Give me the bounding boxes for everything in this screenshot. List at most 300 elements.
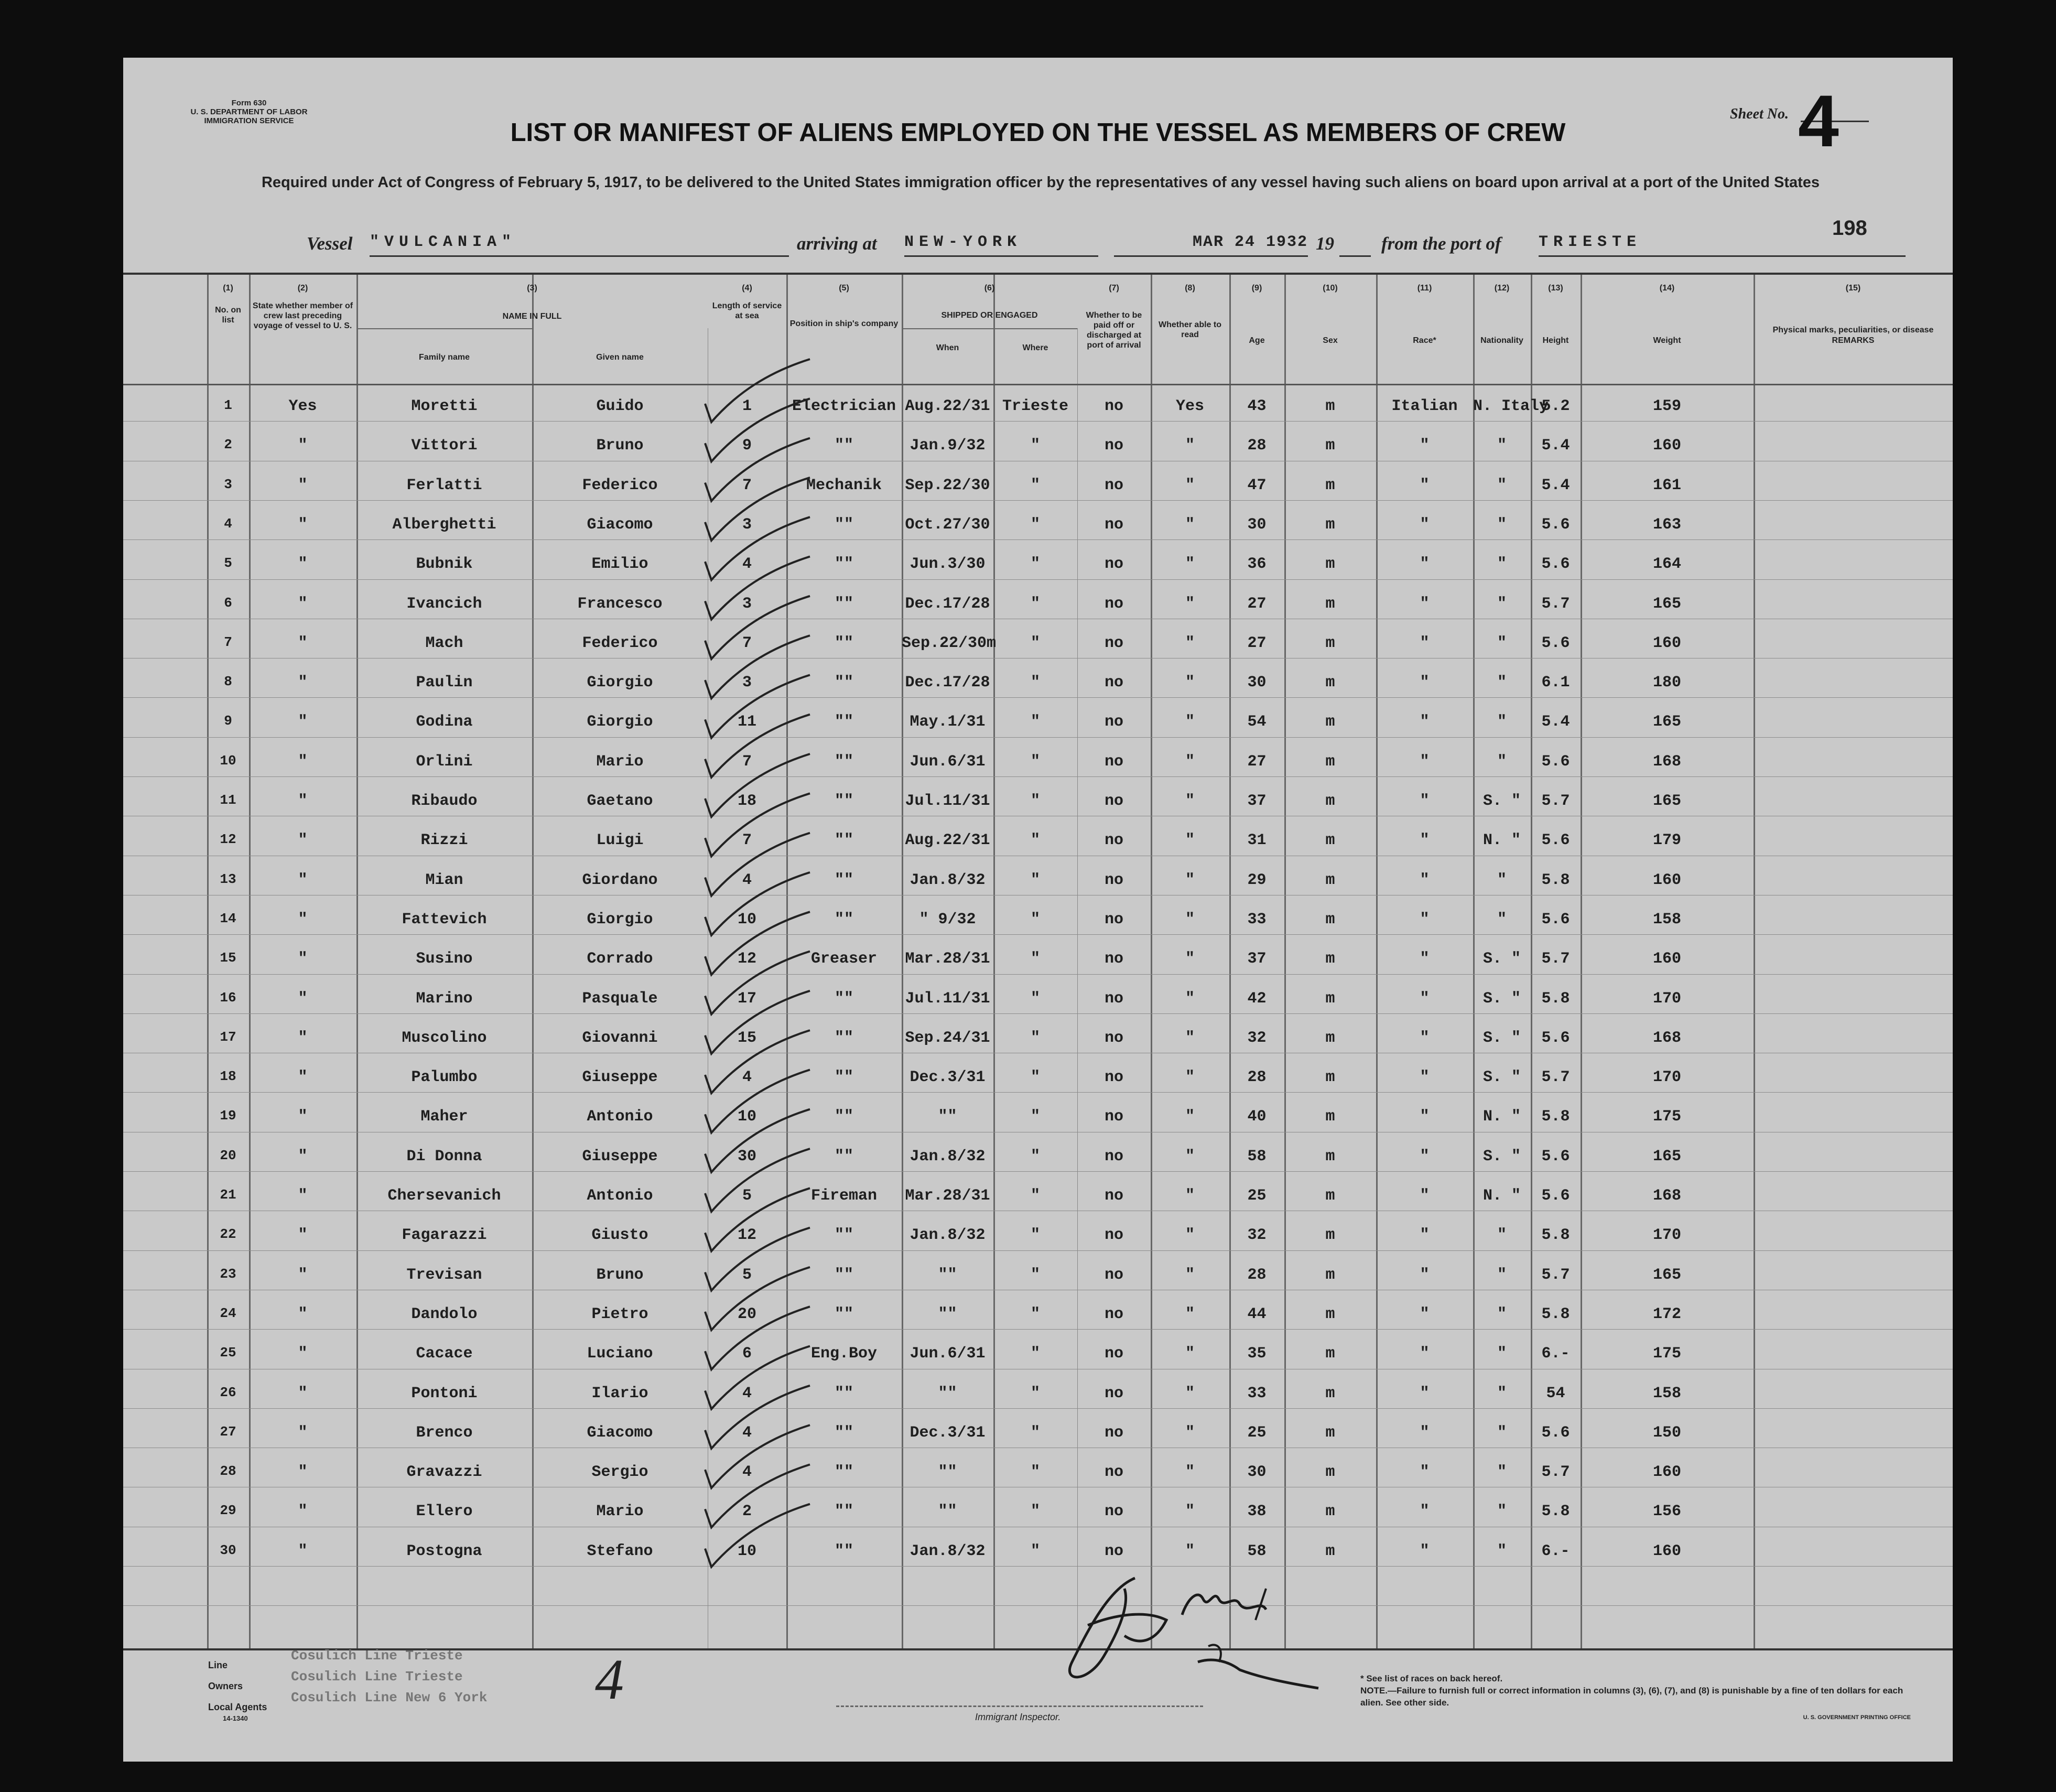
crew-previous: " <box>298 1147 308 1165</box>
given-name: Pietro <box>591 1305 648 1323</box>
engaged-when: Jan.8/32 <box>910 1226 986 1245</box>
family-name: Trevisan <box>406 1266 482 1284</box>
able-to-read: " <box>1185 989 1195 1008</box>
height: 5.8 <box>1541 1503 1570 1521</box>
row-rule <box>123 1250 1953 1251</box>
engaged-where: " <box>1030 1266 1040 1284</box>
engaged-when: Jun.3/30 <box>910 555 986 574</box>
ship-position: "" <box>834 871 853 889</box>
line-label: Line <box>208 1660 228 1670</box>
height: 5.6 <box>1541 634 1570 652</box>
service-length: 4 <box>742 1384 752 1402</box>
family-name: Ellero <box>416 1503 473 1521</box>
engaged-when: Aug.22/31 <box>905 397 990 415</box>
given-name: Giorgio <box>587 713 653 731</box>
service-length: 4 <box>742 1463 752 1482</box>
row-number: 15 <box>220 950 236 966</box>
weight: 165 <box>1652 1266 1681 1284</box>
row-number: 29 <box>220 1503 236 1519</box>
page-subtitle: Required under Act of Congress of February 5, 1917, to be delivered to the United States immigration officer by the representatives of any vessel having such aliens on board upon arrival at a port of the United States <box>261 174 1820 191</box>
height: 5.6 <box>1541 1187 1570 1205</box>
row-number: 24 <box>220 1305 236 1321</box>
line-value: Cosulich Line Trieste <box>291 1648 463 1664</box>
ship-position: "" <box>834 1108 853 1126</box>
weight: 160 <box>1652 634 1681 652</box>
row-number: 11 <box>220 792 236 808</box>
ship-position: Greaser <box>810 950 878 968</box>
race: " <box>1420 1503 1430 1521</box>
ship-position: "" <box>834 595 853 613</box>
nationality: " <box>1497 476 1507 494</box>
paid-off: no <box>1104 1305 1123 1323</box>
engaged-when: Jun.6/31 <box>910 1345 986 1363</box>
given-name: Bruno <box>596 1266 644 1284</box>
nationality: " <box>1497 1345 1507 1363</box>
engaged-when: "" <box>938 1384 957 1402</box>
race: " <box>1420 910 1430 929</box>
header-rule <box>123 384 1953 385</box>
race: " <box>1420 1266 1430 1284</box>
engaged-where: " <box>1030 634 1040 652</box>
able-to-read: " <box>1185 1463 1195 1482</box>
nationality: " <box>1497 1423 1507 1442</box>
column-number: (8) <box>1185 284 1195 293</box>
family-name: Cacace <box>416 1345 473 1363</box>
nationality: " <box>1497 555 1507 574</box>
col-header-weight: Weight <box>1653 336 1681 345</box>
race: " <box>1420 515 1430 534</box>
engaged-when: Jun.6/31 <box>910 752 986 771</box>
crew-previous: " <box>298 1345 308 1363</box>
col-header-where: Where <box>1022 343 1048 352</box>
weight: 175 <box>1652 1345 1681 1363</box>
family-name: Gravazzi <box>406 1463 482 1482</box>
row-number: 28 <box>220 1463 236 1480</box>
family-name: Paulin <box>416 674 473 692</box>
sex: m <box>1325 752 1335 771</box>
weight: 150 <box>1652 1423 1681 1442</box>
given-name: Mario <box>596 752 644 771</box>
crew-previous: " <box>298 832 308 850</box>
nationality: " <box>1497 1542 1507 1560</box>
family-name: Fattevich <box>402 910 487 929</box>
able-to-read: " <box>1185 792 1195 810</box>
engaged-where: " <box>1030 792 1040 810</box>
engaged-where: " <box>1030 437 1040 455</box>
weight: 161 <box>1652 476 1681 494</box>
inspector-signature <box>1041 1557 1334 1699</box>
ship-position: Electrician <box>792 397 896 415</box>
weight: 158 <box>1652 1384 1681 1402</box>
col-header-crew: State whether member of crew last preceding voyage of vessel to U. S. <box>252 301 353 330</box>
nationality: S. " <box>1483 1029 1521 1047</box>
service-length: 10 <box>737 1108 756 1126</box>
sex: m <box>1325 1542 1335 1560</box>
nationality: " <box>1497 1266 1507 1284</box>
weight: 159 <box>1652 397 1681 415</box>
column-number: (1) <box>223 284 233 293</box>
height: 6.- <box>1541 1345 1570 1363</box>
age: 31 <box>1247 832 1267 850</box>
age: 33 <box>1247 910 1267 929</box>
paid-off: no <box>1104 1423 1123 1442</box>
service-length: 4 <box>742 1423 752 1442</box>
nationality: S. " <box>1483 950 1521 968</box>
race: " <box>1420 476 1430 494</box>
crew-previous: " <box>298 910 308 929</box>
paid-off: no <box>1104 437 1123 455</box>
race: " <box>1420 871 1430 889</box>
able-to-read: " <box>1185 1503 1195 1521</box>
ship-position: "" <box>834 1423 853 1442</box>
engaged-when: Jan.8/32 <box>910 1542 986 1560</box>
age: 35 <box>1247 1345 1267 1363</box>
crew-previous: " <box>298 515 308 534</box>
weight: 160 <box>1652 1463 1681 1482</box>
local-agents-label: Local Agents <box>208 1702 267 1712</box>
height: 5.8 <box>1541 1226 1570 1245</box>
service-name: IMMIGRATION SERVICE <box>204 116 294 125</box>
column-number: (11) <box>1417 284 1432 293</box>
service-length: 4 <box>742 1068 752 1087</box>
weight: 164 <box>1652 555 1681 574</box>
given-name: Giacomo <box>587 515 653 534</box>
row-rule <box>123 934 1953 935</box>
given-name: Luigi <box>596 832 644 850</box>
race: " <box>1420 1147 1430 1165</box>
age: 27 <box>1247 595 1267 613</box>
nationality: " <box>1497 674 1507 692</box>
height: 5.6 <box>1541 1147 1570 1165</box>
handwritten-sheet-mark: 4 <box>595 1647 624 1711</box>
paid-off: no <box>1104 910 1123 929</box>
row-number: 4 <box>224 515 232 532</box>
service-length: 7 <box>742 752 752 771</box>
height: 5.6 <box>1541 910 1570 929</box>
service-length: 6 <box>742 1345 752 1363</box>
race-footnote: * See list of races on back hereof. <box>1360 1674 1503 1683</box>
column-number: (4) <box>742 284 752 293</box>
row-number: 5 <box>224 555 232 571</box>
age: 28 <box>1247 1266 1267 1284</box>
paid-off: no <box>1104 989 1123 1008</box>
engaged-where: " <box>1030 1384 1040 1402</box>
able-to-read: " <box>1185 515 1195 534</box>
crew-previous: " <box>298 1542 308 1560</box>
service-length: 15 <box>737 1029 756 1047</box>
row-rule <box>123 697 1953 698</box>
weight: 160 <box>1652 871 1681 889</box>
row-rule <box>123 500 1953 501</box>
paid-off: no <box>1104 832 1123 850</box>
race: " <box>1420 713 1430 731</box>
weight: 165 <box>1652 1147 1681 1165</box>
year-line <box>1339 233 1371 257</box>
nationality: " <box>1497 1384 1507 1402</box>
age: 33 <box>1247 1384 1267 1402</box>
height: 5.4 <box>1541 713 1570 731</box>
ship-position: Fireman <box>810 1187 878 1205</box>
sex: m <box>1325 1463 1335 1482</box>
service-length: 30 <box>737 1147 756 1165</box>
nationality: " <box>1497 752 1507 771</box>
service-length: 7 <box>742 634 752 652</box>
ship-position: "" <box>834 989 853 1008</box>
ship-position: "" <box>834 634 853 652</box>
crew-previous: " <box>298 752 308 771</box>
sex: m <box>1325 634 1335 652</box>
crew-previous: " <box>298 634 308 652</box>
able-to-read: " <box>1185 1384 1195 1402</box>
col-header-shipped: SHIPPED OR ENGAGED <box>941 311 1038 320</box>
ship-position: Eng.Boy <box>810 1345 878 1363</box>
column-number: (7) <box>1109 284 1119 293</box>
sex: m <box>1325 1266 1335 1284</box>
from-port-label: from the port of <box>1381 233 1501 254</box>
given-name: Federico <box>582 634 658 652</box>
able-to-read: " <box>1185 555 1195 574</box>
engaged-where: " <box>1030 1187 1040 1205</box>
owners-label: Owners <box>208 1681 243 1691</box>
family-name: Muscolino <box>402 1029 487 1047</box>
ship-position: "" <box>834 1147 853 1165</box>
height: 5.6 <box>1541 555 1570 574</box>
weight: 165 <box>1652 595 1681 613</box>
height: 6.1 <box>1541 674 1570 692</box>
paid-off: no <box>1104 1187 1123 1205</box>
able-to-read: " <box>1185 1345 1195 1363</box>
row-rule <box>123 737 1953 738</box>
service-length: 10 <box>737 1542 756 1560</box>
race: " <box>1420 989 1430 1008</box>
able-to-read: " <box>1185 950 1195 968</box>
height: 5.2 <box>1541 397 1570 415</box>
service-length: 3 <box>742 674 752 692</box>
able-to-read: " <box>1185 634 1195 652</box>
race: " <box>1420 1384 1430 1402</box>
row-number: 12 <box>220 832 236 848</box>
col-header-read: Whether able to read <box>1158 320 1221 339</box>
race: " <box>1420 950 1430 968</box>
row-number: 10 <box>220 752 236 769</box>
paid-off: no <box>1104 515 1123 534</box>
nationality: " <box>1497 515 1507 534</box>
col-header-given: Given name <box>596 353 644 362</box>
paid-off: no <box>1104 1463 1123 1482</box>
race: " <box>1420 1542 1430 1560</box>
family-name: Postogna <box>406 1542 482 1560</box>
row-number: 18 <box>220 1068 236 1085</box>
age: 44 <box>1247 1305 1267 1323</box>
age: 30 <box>1247 1463 1267 1482</box>
age: 58 <box>1247 1542 1267 1560</box>
given-name: Ilario <box>591 1384 648 1402</box>
paid-off: no <box>1104 1068 1123 1087</box>
engaged-where: " <box>1030 1068 1040 1087</box>
paid-off: no <box>1104 713 1123 731</box>
nationality: " <box>1497 1226 1507 1245</box>
able-to-read: " <box>1185 1542 1195 1560</box>
given-name: Giusto <box>591 1226 648 1245</box>
crew-previous: " <box>298 595 308 613</box>
row-number: 19 <box>220 1108 236 1124</box>
col-header-paid: Whether to be paid off or discharged at port of arrival <box>1086 311 1142 350</box>
age: 40 <box>1247 1108 1267 1126</box>
family-name: Orlini <box>416 752 473 771</box>
weight: 165 <box>1652 792 1681 810</box>
engaged-when: Dec.17/28 <box>905 674 990 692</box>
crew-previous: " <box>298 437 308 455</box>
given-name: Francesco <box>577 595 663 613</box>
age: 25 <box>1247 1423 1267 1442</box>
paid-off: no <box>1104 1542 1123 1560</box>
family-name: Di Donna <box>406 1147 482 1165</box>
ship-position: "" <box>834 1305 853 1323</box>
sex: m <box>1325 555 1335 574</box>
engaged-where: " <box>1030 1226 1040 1245</box>
row-number: 13 <box>220 871 236 887</box>
col-header-position: Position in ship's company <box>789 319 899 328</box>
age: 25 <box>1247 1187 1267 1205</box>
form-code: 14-1340 <box>223 1714 248 1722</box>
race: " <box>1420 1423 1430 1442</box>
row-number: 22 <box>220 1226 236 1243</box>
crew-previous: " <box>298 1503 308 1521</box>
engaged-when: Jul.11/31 <box>905 989 990 1008</box>
ship-position: "" <box>834 1503 853 1521</box>
service-length: 4 <box>742 871 752 889</box>
row-number: 7 <box>224 634 232 650</box>
paid-off: no <box>1104 1029 1123 1047</box>
engaged-when: Sep.24/31 <box>905 1029 990 1047</box>
col-header-name: NAME IN FULL <box>502 312 562 321</box>
height: 5.8 <box>1541 989 1570 1008</box>
row-rule <box>123 1013 1953 1014</box>
family-name: Mian <box>425 871 463 889</box>
weight: 179 <box>1652 832 1681 850</box>
penalty-note: NOTE.—Failure to furnish full or correct information in columns (3), (6), (7), and (8) is punishable by a fine of ten dollars for each alien. See other side. <box>1360 1686 1903 1708</box>
given-name: Pasquale <box>582 989 658 1008</box>
nationality: " <box>1497 910 1507 929</box>
sex: m <box>1325 515 1335 534</box>
ship-position: "" <box>834 1384 853 1402</box>
age: 30 <box>1247 515 1267 534</box>
height: 5.8 <box>1541 1108 1570 1126</box>
able-to-read: " <box>1185 1068 1195 1087</box>
row-number: 2 <box>224 437 232 453</box>
row-number: 27 <box>220 1423 236 1440</box>
engaged-when: Mar.28/31 <box>905 1187 990 1205</box>
sex: m <box>1325 832 1335 850</box>
weight: 156 <box>1652 1503 1681 1521</box>
column-number: (15) <box>1845 284 1861 293</box>
given-name: Giuseppe <box>582 1147 658 1165</box>
able-to-read: Yes <box>1175 397 1204 415</box>
paid-off: no <box>1104 476 1123 494</box>
engaged-when: "" <box>938 1266 957 1284</box>
height: 5.6 <box>1541 1029 1570 1047</box>
crew-previous: " <box>298 555 308 574</box>
engaged-when: Jan.8/32 <box>910 871 986 889</box>
engaged-where: " <box>1030 1463 1040 1482</box>
sex: m <box>1325 1384 1335 1402</box>
crew-previous: " <box>298 989 308 1008</box>
column-number: (2) <box>297 284 308 293</box>
engaged-when: "" <box>938 1503 957 1521</box>
age: 28 <box>1247 437 1267 455</box>
able-to-read: " <box>1185 910 1195 929</box>
given-name: Giovanni <box>582 1029 658 1047</box>
race: " <box>1420 674 1430 692</box>
nationality: " <box>1497 1503 1507 1521</box>
sex: m <box>1325 1345 1335 1363</box>
age: 27 <box>1247 634 1267 652</box>
race: " <box>1420 555 1430 574</box>
crew-previous: " <box>298 1108 308 1126</box>
sex: m <box>1325 1108 1335 1126</box>
engaged-when: Mar.28/31 <box>905 950 990 968</box>
paid-off: no <box>1104 1266 1123 1284</box>
given-name: Giuseppe <box>582 1068 658 1087</box>
engaged-where: " <box>1030 910 1040 929</box>
engaged-where: " <box>1030 1423 1040 1442</box>
given-name: Giorgio <box>587 674 653 692</box>
col-header-age: Age <box>1249 336 1265 345</box>
height: 5.4 <box>1541 476 1570 494</box>
sex: m <box>1325 595 1335 613</box>
height: 5.6 <box>1541 515 1570 534</box>
paid-off: no <box>1104 752 1123 771</box>
ship-position: "" <box>834 1542 853 1560</box>
race: " <box>1420 634 1430 652</box>
sex: m <box>1325 989 1335 1008</box>
able-to-read: " <box>1185 674 1195 692</box>
engaged-when: "" <box>938 1108 957 1126</box>
nationality: " <box>1497 595 1507 613</box>
age: 29 <box>1247 871 1267 889</box>
family-name: Brenco <box>416 1423 473 1442</box>
engaged-where: Trieste <box>1002 397 1069 415</box>
crew-previous: " <box>298 713 308 731</box>
engaged-where: " <box>1030 1305 1040 1323</box>
able-to-read: " <box>1185 1187 1195 1205</box>
row-number: 21 <box>220 1187 236 1203</box>
race: " <box>1420 1226 1430 1245</box>
footnotes <box>1360 1672 1911 1724</box>
sex: m <box>1325 476 1335 494</box>
weight: 168 <box>1652 1187 1681 1205</box>
service-length: 2 <box>742 1503 752 1521</box>
height: 5.7 <box>1541 950 1570 968</box>
column-rule <box>1754 275 1755 1648</box>
service-length: 7 <box>742 476 752 494</box>
age: 27 <box>1247 752 1267 771</box>
sex: m <box>1325 792 1335 810</box>
height: 5.6 <box>1541 832 1570 850</box>
weight: 170 <box>1652 989 1681 1008</box>
crew-previous: " <box>298 1029 308 1047</box>
age: 37 <box>1247 792 1267 810</box>
year-label: 19 <box>1316 233 1334 254</box>
weight: 160 <box>1652 1542 1681 1560</box>
ship-position: "" <box>834 1226 853 1245</box>
engaged-where: " <box>1030 674 1040 692</box>
sex: m <box>1325 397 1335 415</box>
row-number: 25 <box>220 1345 236 1361</box>
page-number: 198 <box>1832 217 1867 240</box>
col-header-nationality: Nationality <box>1480 336 1523 345</box>
service-length: 17 <box>737 989 756 1008</box>
